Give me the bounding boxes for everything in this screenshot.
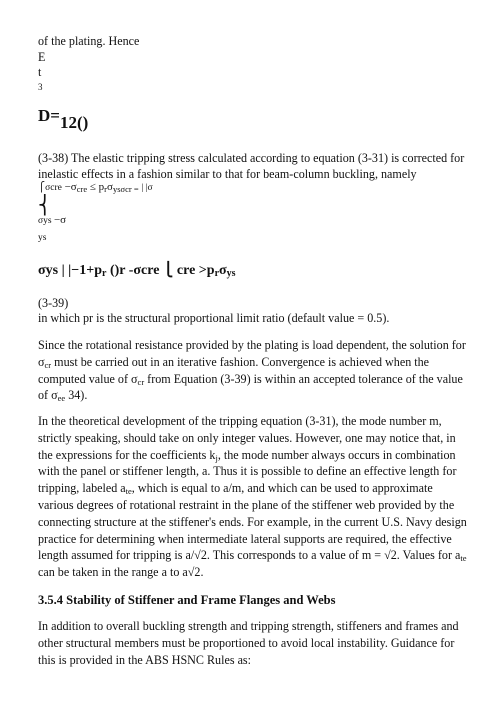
paragraph-text: must be carried out in an iterative fashion. Convergence is achieved when the computed value of σ [38, 354, 430, 386]
paragraph-text: from Equation (3-39) is within an accepted tolerance of the value of σ [38, 371, 463, 403]
eq-part: σys [38, 263, 59, 278]
eq-part: σ [107, 181, 113, 193]
eq-sub: r [104, 184, 108, 194]
subscript: j [215, 452, 218, 463]
subscript: te [460, 553, 467, 564]
eq-sub: cre [76, 184, 88, 194]
eq-part: σ [219, 263, 227, 278]
eq-part: ⎩ [162, 263, 174, 278]
paragraph-text: 34). [65, 388, 88, 403]
eq-part: ⎧σcre [38, 183, 62, 193]
eq-part: −σ [53, 214, 67, 226]
eq-part: ()r -σcre [109, 263, 160, 278]
equation-d [38, 106, 89, 132]
paragraph-text: Since the rotational resistance provided by the plating is load dependent, the solution for σ [38, 338, 466, 369]
paragraph-text: , the mode number always occurs in combination with the panel or stiffener length, a. Thus it is possible to define an effective length for tripping, labeled a [38, 447, 457, 496]
equation-big [38, 262, 236, 281]
brace-glyph: ⎨ [38, 195, 52, 215]
eq-part: σys [38, 216, 52, 226]
text-line: in which pr is the structural proportional limit ratio (default value = 0.5). [38, 311, 390, 325]
paragraph-text: , which is equal to a/m, and which can be used to approximate various degrees of rotational restraint in the plane of the stiffener web provided by the connecting structure at the stiffener's ends. For example, in the current U.S. Navy design practice for determining when intermediate lateral supports are required, the effective length assumed for tripping is a/√2. This corresponds to a value of m = √2. Values for a [38, 481, 467, 563]
section-heading: 3.5.4 Stability of Stiffener and Frame Flanges and Webs [38, 593, 336, 607]
eq-part: | |−1+p [61, 263, 102, 278]
text-line: t [38, 65, 42, 79]
eq-sub: ysσcr = [112, 184, 139, 194]
equation-line [38, 215, 66, 227]
text-line: ys [38, 233, 47, 243]
eq-sub: ys [226, 268, 236, 279]
subscript: ee [57, 393, 66, 404]
eq-sub: r [214, 268, 220, 279]
paragraph-text: (3-38) The elastic tripping stress calculated according to equation (3-31) is corrected for inelastic effects in a fashion similar to that for beam-column buckling, namely [38, 151, 465, 181]
paragraph-local-instability [38, 618, 470, 668]
subscript: te [125, 486, 132, 497]
eq-part: −σ [64, 181, 77, 193]
paragraph-text: In the theoretical development of the tripping equation (3-31), the mode number m, strictly speaking, should take on only integer values. However, one may notice that, in the expressions for the coefficients k [38, 414, 456, 462]
text-line: E [38, 50, 46, 64]
text-line: of the plating. Hence [38, 34, 140, 48]
paragraph-text: In addition to overall buckling strength and tripping strength, stiffeners and frames and other structural members must be proportioned to avoid local instability. Guidance for this is provided in the ABS HSNC Rules as: [38, 619, 459, 667]
paragraph-tripping [38, 413, 470, 581]
equation-d-rhs: 12() [59, 113, 89, 132]
eq-part: cre >p [176, 263, 215, 278]
paragraph-3-38 [38, 151, 470, 182]
paragraph-text: can be taken in the range a to a√2. [38, 565, 204, 580]
eq-part: ≤ p [89, 181, 105, 193]
eq-part: | |σ [141, 183, 153, 193]
equation-line [38, 181, 153, 195]
subscript: cr [44, 359, 52, 370]
equation-ref: (3-39) [38, 296, 69, 310]
text-line: 3 [38, 82, 43, 92]
subscript: cr [137, 376, 145, 387]
eq-sub: r [102, 268, 107, 279]
paragraph-convergence [38, 337, 470, 404]
equation-d-lhs: D= [38, 106, 60, 125]
